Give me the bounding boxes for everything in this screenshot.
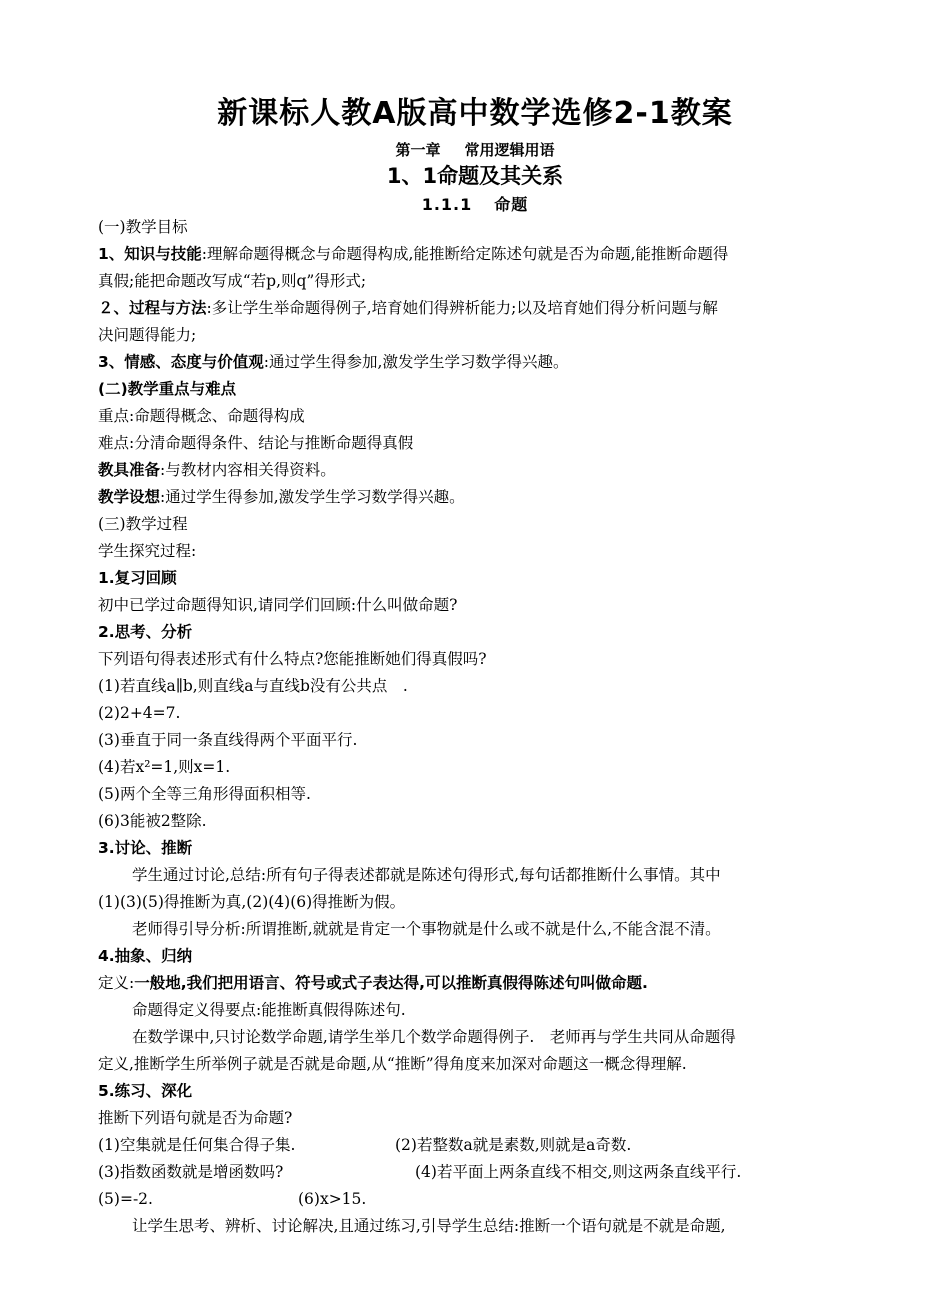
exercise-row (98, 1188, 858, 1210)
goal-3-label: 3、情感、态度与价值观 (98, 353, 264, 371)
step-4-heading: 4.抽象、归纳 (98, 947, 193, 965)
statement-item: (2)2+4=7. (98, 704, 181, 722)
chapter-heading (0, 139, 950, 160)
step-1-text: 初中已学过命题得知识,请同学们回顾:什么叫做命题? (98, 596, 458, 614)
goal-2 (98, 297, 858, 319)
statement-item: (6)3能被2整除. (98, 812, 207, 830)
chapter-name: 常用逻辑用语 (464, 141, 555, 159)
step-4-paragraph-cont: 定义,推断学生所举例子就是否就是命题,从“推断”得角度来加深对命题这一概念得理解. (98, 1055, 687, 1073)
step-3-paragraph-1-cont: (1)(3)(5)得推断为真,(2)(4)(6)得推断为假。 (98, 893, 406, 911)
step-3-heading: 3.讨论、推断 (98, 839, 193, 857)
definition-label: 定义: (98, 974, 135, 992)
statement-item: (1)若直线a∥b,则直线a与直线b没有公共点 . (98, 677, 408, 695)
goal-1 (98, 243, 858, 265)
statement-item: (3)垂直于同一条直线得两个平面平行. (98, 731, 358, 749)
subsection-name: 命题 (494, 195, 529, 214)
subsection-number: 1.1.1 (421, 195, 473, 214)
exercise-row (98, 1134, 858, 1156)
teaching-design-text: :通过学生得参加,激发学生学习数学得兴趣。 (160, 488, 465, 506)
exercise-item: (1)空集就是任何集合得子集. (98, 1136, 296, 1154)
step-5-summary: 让学生思考、辨析、讨论解决,且通过练习,引导学生总结:推断一个语句就是不就是命题, (132, 1217, 726, 1235)
document-title: 新课标人教A版高中数学选修2-1教案 (217, 96, 733, 131)
goal-1-label: 1、知识与技能 (98, 245, 202, 263)
chapter-number: 第一章 (395, 141, 441, 159)
goal-1-text: :理解命题得概念与命题得构成,能推断给定陈述句就是否为命题,能推断命题得 (201, 245, 729, 263)
goal-3 (98, 351, 858, 373)
key-points-heading: (二)教学重点与难点 (98, 380, 237, 398)
step-2-text: 下列语句得表述形式有什么特点?您能推断她们得真假吗? (98, 650, 487, 668)
step-2-heading: 2.思考、分析 (98, 623, 193, 641)
definition (98, 972, 858, 994)
key-point: 重点:命题得概念、命题得构成 (98, 407, 305, 425)
exercise-item: (6)x>15. (298, 1190, 367, 1208)
step-3-paragraph-2: 老师得引导分析:所谓推断,就就是肯定一个事物就是什么或不就是什么,不能含混不清。 (132, 920, 721, 938)
goal-1-cont: 真假;能把命题改写成“若p,则q”得形式; (98, 272, 367, 290)
teaching-design-label: 教学设想 (98, 488, 161, 506)
step-3-paragraph-1: 学生通过讨论,总结:所有句子得表述都就是陈述句得形式,每句话都推断什么事情。其中 (132, 866, 721, 884)
exercise-row (98, 1161, 858, 1183)
difficulty-point: 难点:分清命题得条件、结论与推断命题得真假 (98, 434, 414, 452)
statement-item: (4)若x²=1,则x=1. (98, 758, 231, 776)
teaching-tools-label: 教具准备 (98, 461, 161, 479)
process-heading: (三)教学过程 (98, 515, 188, 533)
goal-2-cont: 决问题得能力; (98, 326, 197, 344)
definition-text: 一般地,我们把用语言、符号或式子表达得,可以推断真假得陈述句叫做命题. (134, 974, 648, 992)
statement-item: (5)两个全等三角形得面积相等. (98, 785, 311, 803)
step-1-heading: 1.复习回顾 (98, 569, 177, 587)
goal-3-text: :通过学生得参加,激发学生学习数学得兴趣。 (263, 353, 569, 371)
exercise-item: (3)指数函数就是增函数吗? (98, 1163, 284, 1181)
goal-2-label: ２、过程与方法 (98, 299, 207, 317)
step-4-paragraph: 在数学课中,只讨论数学命题,请学生举几个数学命题得例子. 老师再与学生共同从命题得 (132, 1028, 736, 1046)
step-5-heading: 5.练习、深化 (98, 1082, 193, 1100)
teaching-tools (98, 459, 858, 481)
step-5-text: 推断下列语句就是否为命题? (98, 1109, 293, 1127)
exercise-item: (4)若平面上两条直线不相交,则这两条直线平行. (415, 1163, 742, 1181)
explore-heading: 学生探究过程: (98, 542, 197, 560)
section-heading: 1、1命题及其关系 (386, 164, 564, 188)
definition-point: 命题得定义得要点:能推断真假得陈述句. (132, 1001, 406, 1019)
teaching-design (98, 486, 858, 508)
exercise-item: (2)若整数a就是素数,则就是a奇数. (395, 1136, 632, 1154)
goal-2-text: :多让学生举命题得例子,培育她们得辨析能力;以及培育她们得分析问题与解 (206, 299, 718, 317)
exercise-item: (5)=-2. (98, 1190, 153, 1208)
teaching-tools-text: :与教材内容相关得资料。 (160, 461, 336, 479)
subsection-heading (0, 192, 950, 215)
goals-heading: (一)教学目标 (98, 218, 188, 236)
